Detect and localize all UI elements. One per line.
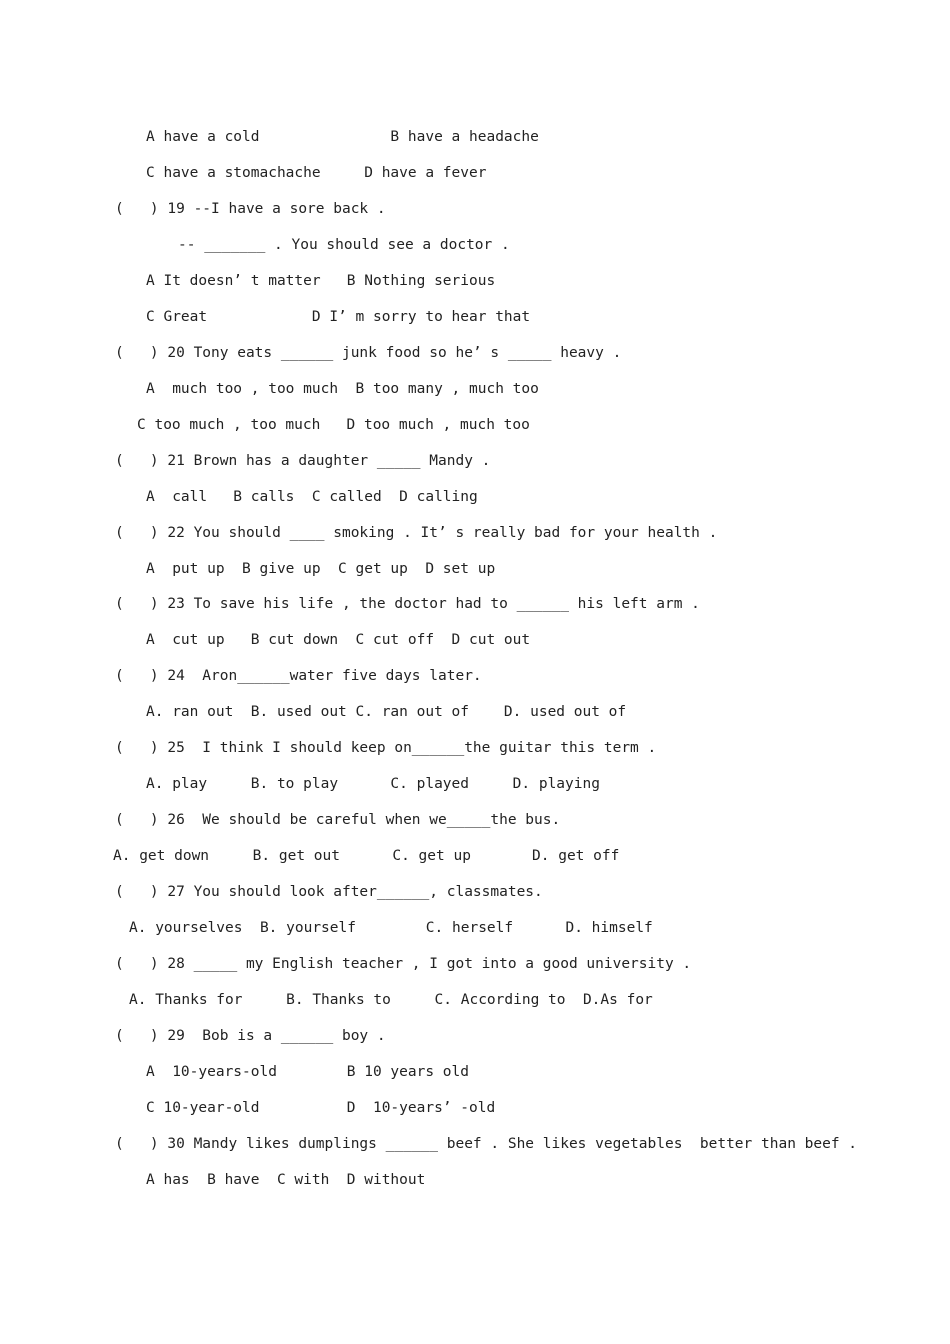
q23-options: A cut up B cut down C cut off D cut out bbox=[146, 632, 531, 648]
q19-options-ab: A It doesn’ t matter B Nothing serious bbox=[146, 273, 496, 289]
question-27: ( ) 27 You should look after______, classmates. bbox=[115, 884, 543, 900]
q22-options: A put up B give up C get up D set up bbox=[146, 561, 496, 577]
q28-options: A. Thanks for B. Thanks to C. According to D.As for bbox=[129, 992, 653, 1008]
question-25: ( ) 25 I think I should keep on______the guitar this term . bbox=[115, 740, 657, 756]
q24-options: A. ran out B. used out C. ran out of D. used out of bbox=[146, 704, 627, 720]
question-24: ( ) 24 Aron______water five days later. bbox=[115, 668, 482, 684]
question-19-reply: -- _______ . You should see a doctor . bbox=[178, 237, 510, 253]
q30-options: A has B have C with D without bbox=[146, 1172, 426, 1188]
q29-options-ab: A 10-years-old B 10 years old bbox=[146, 1064, 470, 1080]
q18-options-ab: A have a cold B have a headache bbox=[146, 129, 539, 145]
question-23: ( ) 23 To save his life , the doctor had to ______ his left arm . bbox=[115, 596, 700, 612]
question-19: ( ) 19 --I have a sore back . bbox=[115, 201, 386, 217]
question-26: ( ) 26 We should be careful when we_____the bus. bbox=[115, 812, 561, 828]
q27-options: A. yourselves B. yourself C. herself D. himself bbox=[129, 920, 653, 936]
q20-options-cd: C too much , too much D too much , much too bbox=[137, 417, 530, 433]
question-22: ( ) 22 You should ____ smoking . It’ s really bad for your health . bbox=[115, 525, 718, 541]
q21-options: A call B calls C called D calling bbox=[146, 489, 478, 505]
q20-options-ab: A much too , too much B too many , much too bbox=[146, 381, 539, 397]
question-28: ( ) 28 _____ my English teacher , I got into a good university . bbox=[115, 956, 692, 972]
q29-options-cd: C 10-year-old D 10-years’ -old bbox=[146, 1100, 496, 1116]
q25-options: A. play B. to play C. played D. playing bbox=[146, 776, 600, 792]
question-21: ( ) 21 Brown has a daughter _____ Mandy . bbox=[115, 453, 491, 469]
question-30: ( ) 30 Mandy likes dumplings ______ beef . She likes vegetables better than beef . bbox=[115, 1136, 858, 1152]
question-20: ( ) 20 Tony eats ______ junk food so he’ s _____ heavy . bbox=[115, 345, 622, 361]
q18-options-cd: C have a stomachache D have a fever bbox=[146, 165, 487, 181]
q19-options-cd: C Great D I’ m sorry to hear that bbox=[146, 309, 531, 325]
q26-options: A. get down B. get out C. get up D. get off bbox=[113, 848, 620, 864]
question-29: ( ) 29 Bob is a ______ boy . bbox=[115, 1028, 386, 1044]
